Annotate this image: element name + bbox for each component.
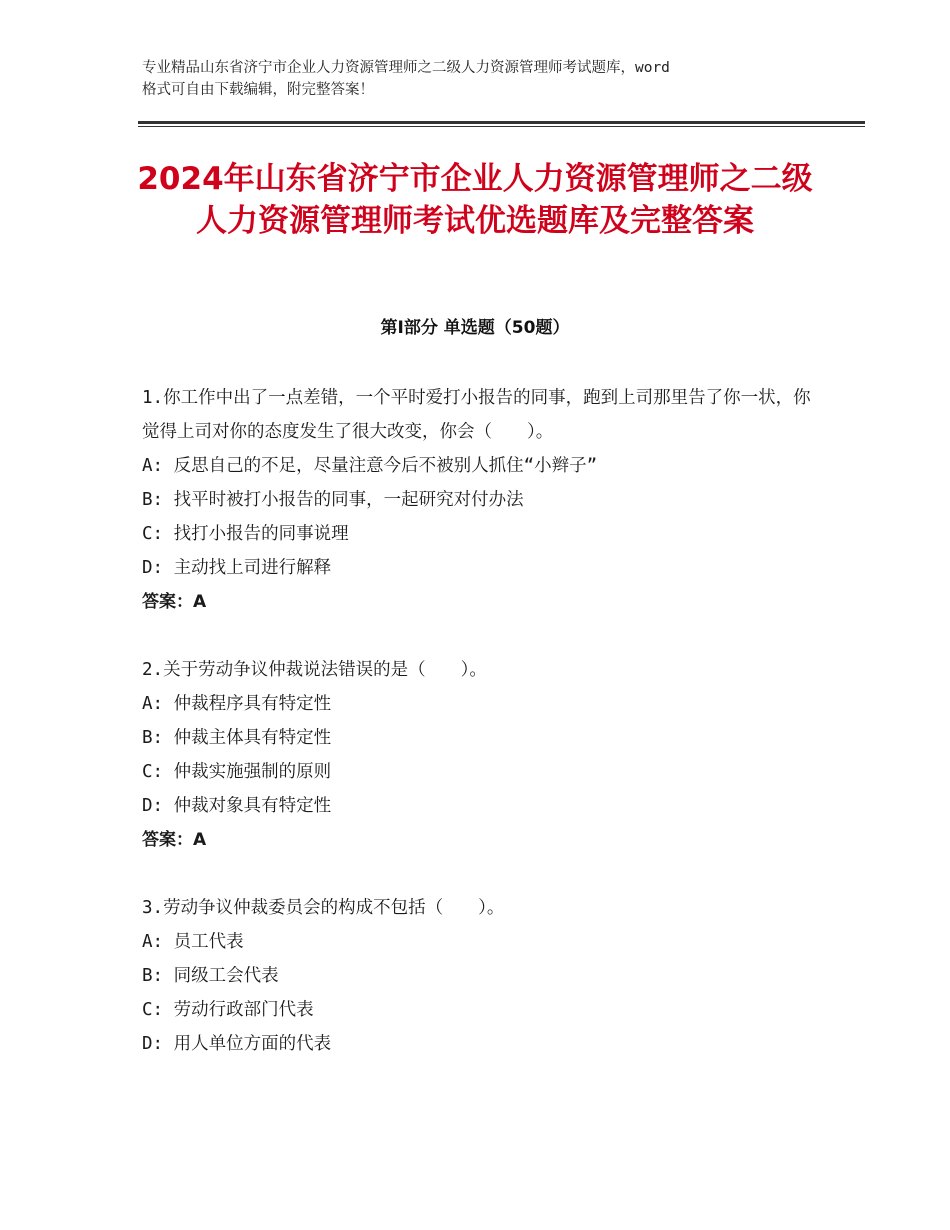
- section-title: 第Ⅰ部分 单选题（50题）: [380, 318, 570, 338]
- option-a: A: 仲裁程序具有特定性: [142, 694, 332, 714]
- option-b: B: 同级工会代表: [142, 966, 279, 986]
- header-note-line-2: 格式可自由下载编辑，附完整答案！: [142, 82, 374, 98]
- document-title: 2024年山东省济宁市企业人力资源管理师之二级人力资源管理师考试优选题库及完整答案: [137, 161, 813, 239]
- option-d: D: 主动找上司进行解释: [142, 558, 332, 578]
- option-d: D: 仲裁对象具有特定性: [142, 796, 332, 816]
- option-c: C: 劳动行政部门代表: [142, 1000, 314, 1020]
- question-stem: 1.你工作中出了一点差错，一个平时爱打小报告的同事，跑到上司那里告了你一状，你觉得上司对你的态度发生了很大改变，你会（ ）。: [142, 388, 811, 442]
- option-b: B: 仲裁主体具有特定性: [142, 728, 332, 748]
- option-c: C: 仲裁实施强制的原则: [142, 762, 332, 782]
- option-a: A: 员工代表: [142, 932, 244, 952]
- option-c: C: 找打小报告的同事说理: [142, 524, 349, 544]
- option-d: D: 用人单位方面的代表: [142, 1034, 332, 1054]
- question-2: [142, 653, 812, 857]
- question-stem: 3.劳动争议仲裁委员会的构成不包括（ ）。: [142, 898, 505, 918]
- option-a: A: 反思自己的不足，尽量注意今后不被别人抓住“小辫子”: [142, 456, 598, 476]
- header-rule-thin: [138, 126, 865, 127]
- question-1: [142, 381, 812, 619]
- header-rule-thick: [138, 121, 865, 124]
- header-note-line-1: 专业精品山东省济宁市企业人力资源管理师之二级人力资源管理师考试题库，word: [142, 60, 670, 76]
- option-b: B: 找平时被打小报告的同事，一起研究对付办法: [142, 490, 524, 510]
- answer: 答案：A: [142, 592, 207, 612]
- header-note: [142, 57, 822, 101]
- question-stem: 2.关于劳动争议仲裁说法错误的是（ ）。: [142, 660, 487, 680]
- question-3: [142, 891, 812, 1061]
- question-list: [142, 381, 812, 1095]
- answer: 答案：A: [142, 830, 207, 850]
